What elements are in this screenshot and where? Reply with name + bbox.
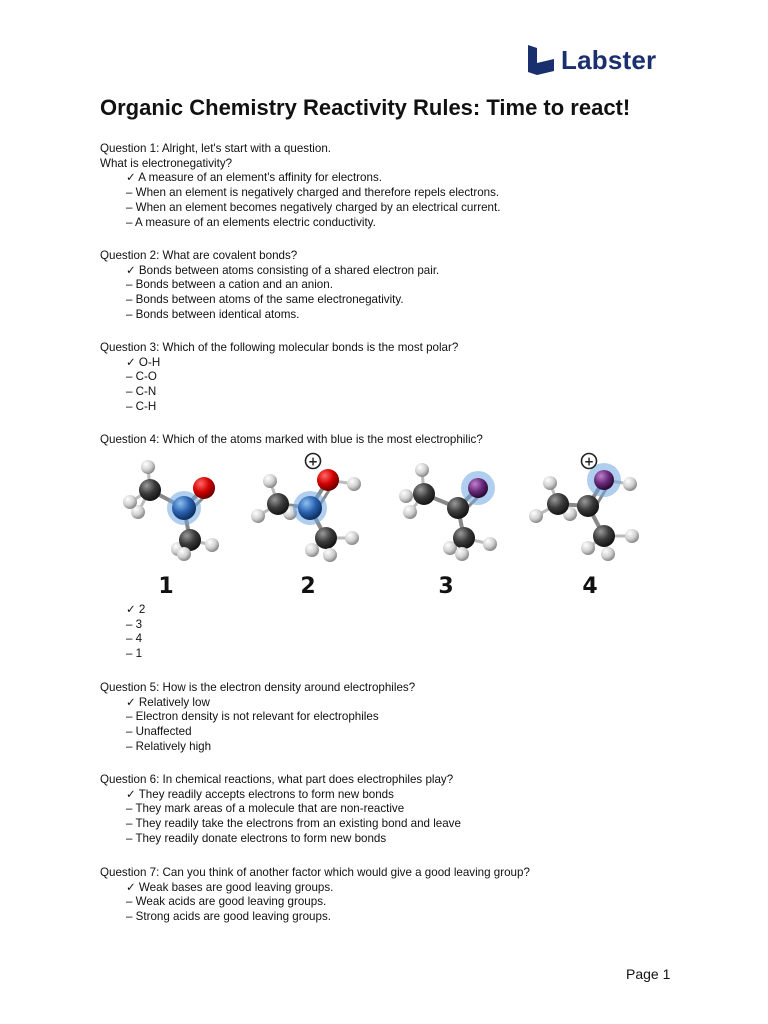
answer-option-correct: ✓ O-H — [126, 355, 161, 369]
question-text: Question 6: In chemical reactions, what part does electrophiles play? — [100, 773, 454, 786]
answer-option-correct: ✓ Relatively low — [126, 695, 210, 709]
answer-option: – Unaffected — [126, 725, 192, 739]
question-4-text — [100, 433, 483, 448]
answer-option: – 1 — [126, 647, 143, 661]
question-6 — [100, 773, 461, 847]
molecule-2 — [251, 469, 361, 562]
answer-option: – C-H — [126, 399, 157, 413]
question-2 — [100, 249, 439, 323]
question-1 — [100, 142, 500, 230]
answer-option: – C-N — [126, 385, 157, 399]
charge-symbol: + — [307, 454, 319, 469]
answer-option-correct: ✓ They readily accepts electrons to form new bonds — [126, 787, 394, 801]
answer-option: – Electron density is not relevant for electrophiles — [126, 710, 379, 724]
charge-symbol: + — [583, 454, 595, 469]
answer-option: – Bonds between atoms of the same electronegativity. — [126, 293, 404, 307]
answer-option: – They mark areas of a molecule that are non-reactive — [126, 802, 405, 816]
question-3 — [100, 341, 458, 415]
document-title: Organic Chemistry Reactivity Rules: Time to react! — [100, 95, 631, 120]
answer-option: – 3 — [126, 617, 143, 631]
labster-logo — [528, 44, 656, 76]
molecule-label-4: 4 — [582, 574, 598, 599]
answer-option: – Bonds between a cation and an anion. — [126, 278, 333, 292]
answer-option-correct: ✓ Weak bases are good leaving groups. — [126, 880, 334, 894]
question-text: Question 4: Which of the atoms marked with blue is the most electrophilic? — [100, 433, 483, 446]
question-5 — [100, 681, 415, 755]
question-text: Question 2: What are covalent bonds? — [100, 249, 298, 262]
answer-option-correct: ✓ A measure of an element's affinity for electrons. — [126, 171, 382, 185]
answer-option: – Bonds between identical atoms. — [126, 307, 300, 321]
question-text: Question 1: Alright, let's start with a question. — [100, 142, 331, 155]
question-4-options — [100, 603, 145, 662]
answer-option: – C-O — [126, 370, 157, 384]
question-text: Question 3: Which of the following molecular bonds is the most polar? — [100, 341, 459, 354]
molecule-1 — [123, 460, 219, 561]
positive-charge-icon — [306, 454, 321, 469]
answer-option: – Relatively high — [126, 739, 212, 753]
labster-logo-icon — [528, 45, 554, 75]
answer-option: – They readily take the electrons from an existing bond and leave — [126, 817, 461, 831]
answer-option: – When an element is negatively charged and therefore repels electrons. — [126, 186, 500, 200]
page-number: Page 1 — [626, 966, 671, 982]
answer-option-correct: ✓ Bonds between atoms consisting of a shared electron pair. — [126, 263, 440, 277]
answer-option: – Weak acids are good leaving groups. — [126, 895, 327, 909]
molecule-label-1: 1 — [158, 574, 174, 599]
question-text: Question 5: How is the electron density around electrophiles? — [100, 681, 416, 694]
molecule-4 — [529, 463, 639, 561]
answer-option: – They readily donate electrons to form new bonds — [126, 831, 387, 845]
answer-option: – When an element becomes negatively charged by an electrical current. — [126, 200, 501, 214]
question-text: What is electronegativity? — [100, 156, 233, 170]
answer-option: – 4 — [126, 632, 143, 646]
answer-option: – Strong acids are good leaving groups. — [126, 910, 331, 924]
positive-charge-icon — [582, 454, 597, 469]
answer-option: – A measure of an elements electric conductivity. — [126, 215, 376, 229]
molecule-diagram — [100, 450, 668, 600]
answer-option-correct: ✓ 2 — [126, 603, 146, 616]
molecule-3 — [399, 463, 497, 561]
molecule-figure — [100, 450, 668, 600]
molecule-label-3: 3 — [438, 574, 454, 599]
logo-text: Labster — [561, 45, 657, 75]
question-text: Question 7: Can you think of another factor which would give a good leaving group? — [100, 866, 530, 879]
molecule-label-2: 2 — [300, 574, 316, 599]
question-7 — [100, 866, 530, 925]
